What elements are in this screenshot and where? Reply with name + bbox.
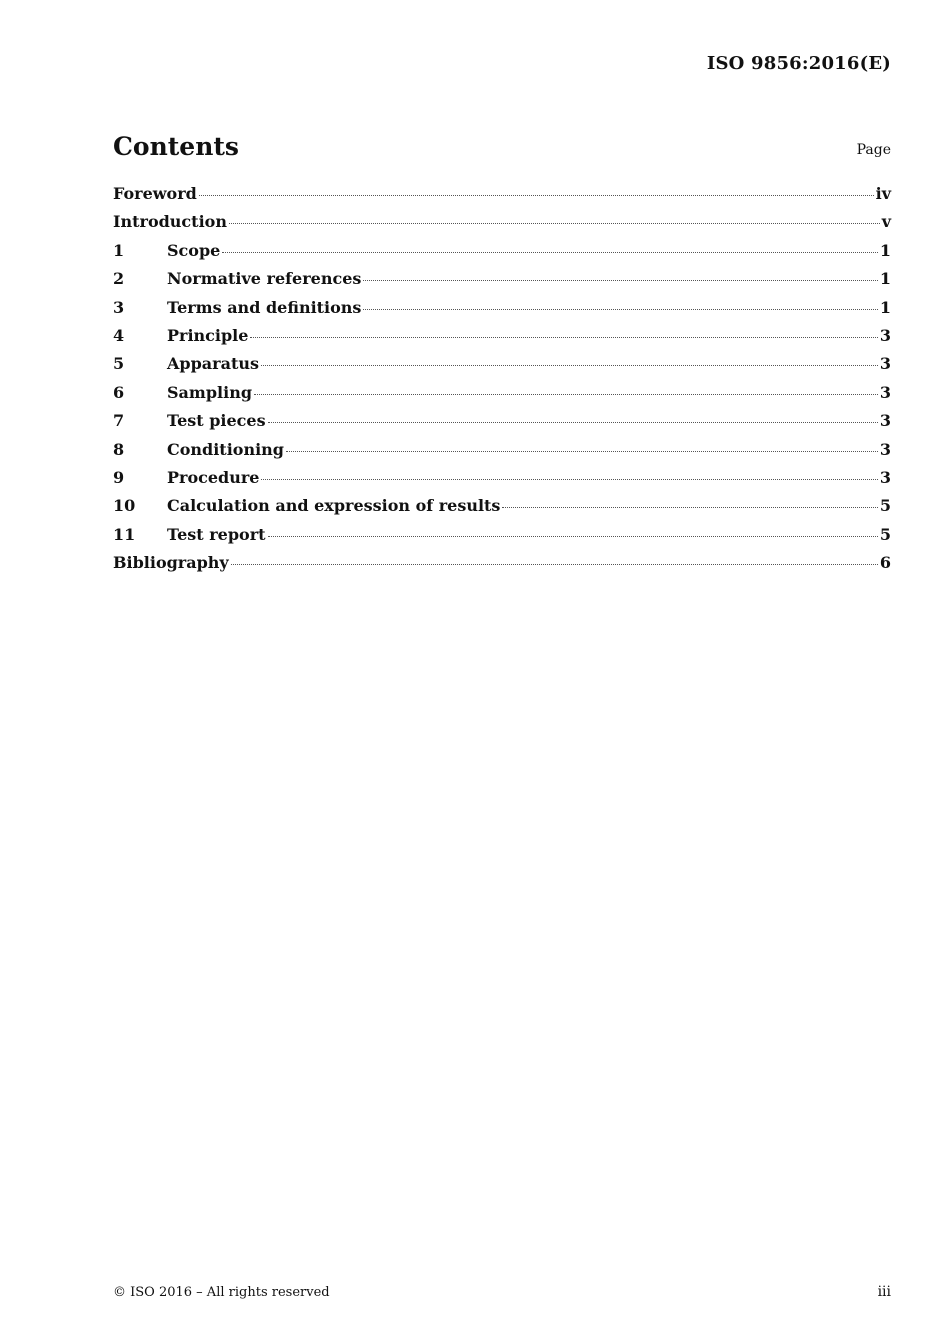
toc-dot-leader — [363, 280, 877, 281]
toc-entry[interactable] — [113, 468, 891, 496]
toc-entry[interactable] — [113, 269, 891, 297]
toc-entry-number: 7 — [113, 411, 125, 431]
toc-entry[interactable] — [113, 184, 891, 212]
toc-entry-title: Principle — [167, 325, 249, 345]
toc-dot-leader — [222, 252, 878, 253]
toc-dot-leader — [229, 223, 880, 224]
toc-entry-page: iv — [875, 184, 891, 203]
toc-dot-leader — [268, 422, 878, 423]
toc-dot-leader — [286, 451, 878, 452]
toc-entry-page: 3 — [879, 467, 891, 487]
toc-entry-page: 3 — [879, 382, 891, 402]
footer-copyright: © ISO 2016 – All rights reserved — [113, 1285, 330, 1300]
toc-entry[interactable] — [113, 383, 891, 411]
toc-entry-number: 10 — [113, 496, 136, 516]
toc-dot-leader — [363, 309, 877, 310]
toc-entry-number: 8 — [113, 439, 125, 459]
toc-entry-page: 6 — [879, 553, 891, 573]
toc-entry-number: 4 — [113, 325, 125, 345]
footer-page-number: iii — [877, 1284, 891, 1300]
toc-entry-title: Normative references — [167, 269, 362, 289]
toc-entry-title: Terms and definitions — [167, 297, 362, 317]
toc-entry[interactable] — [113, 411, 891, 439]
toc-dot-leader — [231, 564, 878, 565]
toc-entry-page: 1 — [879, 240, 891, 260]
toc-dot-leader — [199, 195, 874, 196]
toc-entry-title: Scope — [167, 240, 221, 260]
toc-entry-page: 3 — [879, 411, 891, 431]
toc-entry-title: Test report — [167, 524, 266, 544]
toc-entry-page: 3 — [879, 325, 891, 345]
toc-dot-leader — [502, 507, 877, 508]
page-column-label: Page — [856, 142, 891, 158]
toc-entry-number: 11 — [113, 524, 136, 544]
table-of-contents — [113, 184, 891, 581]
toc-dot-leader — [261, 479, 877, 480]
toc-entry-title: Sampling — [167, 382, 253, 402]
toc-entry-page: v — [881, 212, 891, 232]
document-id: ISO 9856:2016(E) — [706, 53, 891, 74]
toc-entry-page: 5 — [879, 524, 891, 544]
toc-entry-title: Test pieces — [167, 411, 266, 431]
toc-entry-title: Bibliography — [113, 553, 229, 573]
toc-entry-page: 1 — [879, 297, 891, 317]
toc-entry-number: 3 — [113, 297, 125, 317]
toc-entry[interactable] — [113, 553, 891, 581]
toc-dot-leader — [268, 536, 878, 537]
toc-entry[interactable] — [113, 241, 891, 269]
toc-entry[interactable] — [113, 298, 891, 326]
toc-entry-number: 1 — [113, 240, 125, 260]
toc-dot-leader — [250, 337, 877, 338]
toc-entry-page: 5 — [879, 496, 891, 516]
toc-entry-title: Introduction — [113, 212, 227, 232]
toc-entry[interactable] — [113, 440, 891, 468]
toc-entry-title: Calculation and expression of results — [167, 496, 501, 516]
toc-entry[interactable] — [113, 354, 891, 382]
toc-entry-number: 2 — [113, 269, 125, 289]
toc-entry[interactable] — [113, 525, 891, 553]
toc-entry-title: Foreword — [113, 184, 197, 203]
toc-entry-page: 3 — [879, 439, 891, 459]
toc-entry-page: 3 — [879, 354, 891, 374]
toc-entry[interactable] — [113, 326, 891, 354]
toc-entry-title: Conditioning — [167, 439, 284, 459]
toc-entry-number: 6 — [113, 382, 125, 402]
toc-dot-leader — [261, 365, 878, 366]
toc-entry-title: Procedure — [167, 467, 260, 487]
toc-entry-number: 5 — [113, 354, 125, 374]
toc-entry-title: Apparatus — [167, 354, 259, 374]
toc-entry[interactable] — [113, 212, 891, 240]
toc-dot-leader — [254, 394, 878, 395]
toc-entry[interactable] — [113, 496, 891, 524]
contents-heading: Contents — [113, 132, 240, 161]
toc-entry-number: 9 — [113, 467, 125, 487]
toc-entry-page: 1 — [879, 269, 891, 289]
